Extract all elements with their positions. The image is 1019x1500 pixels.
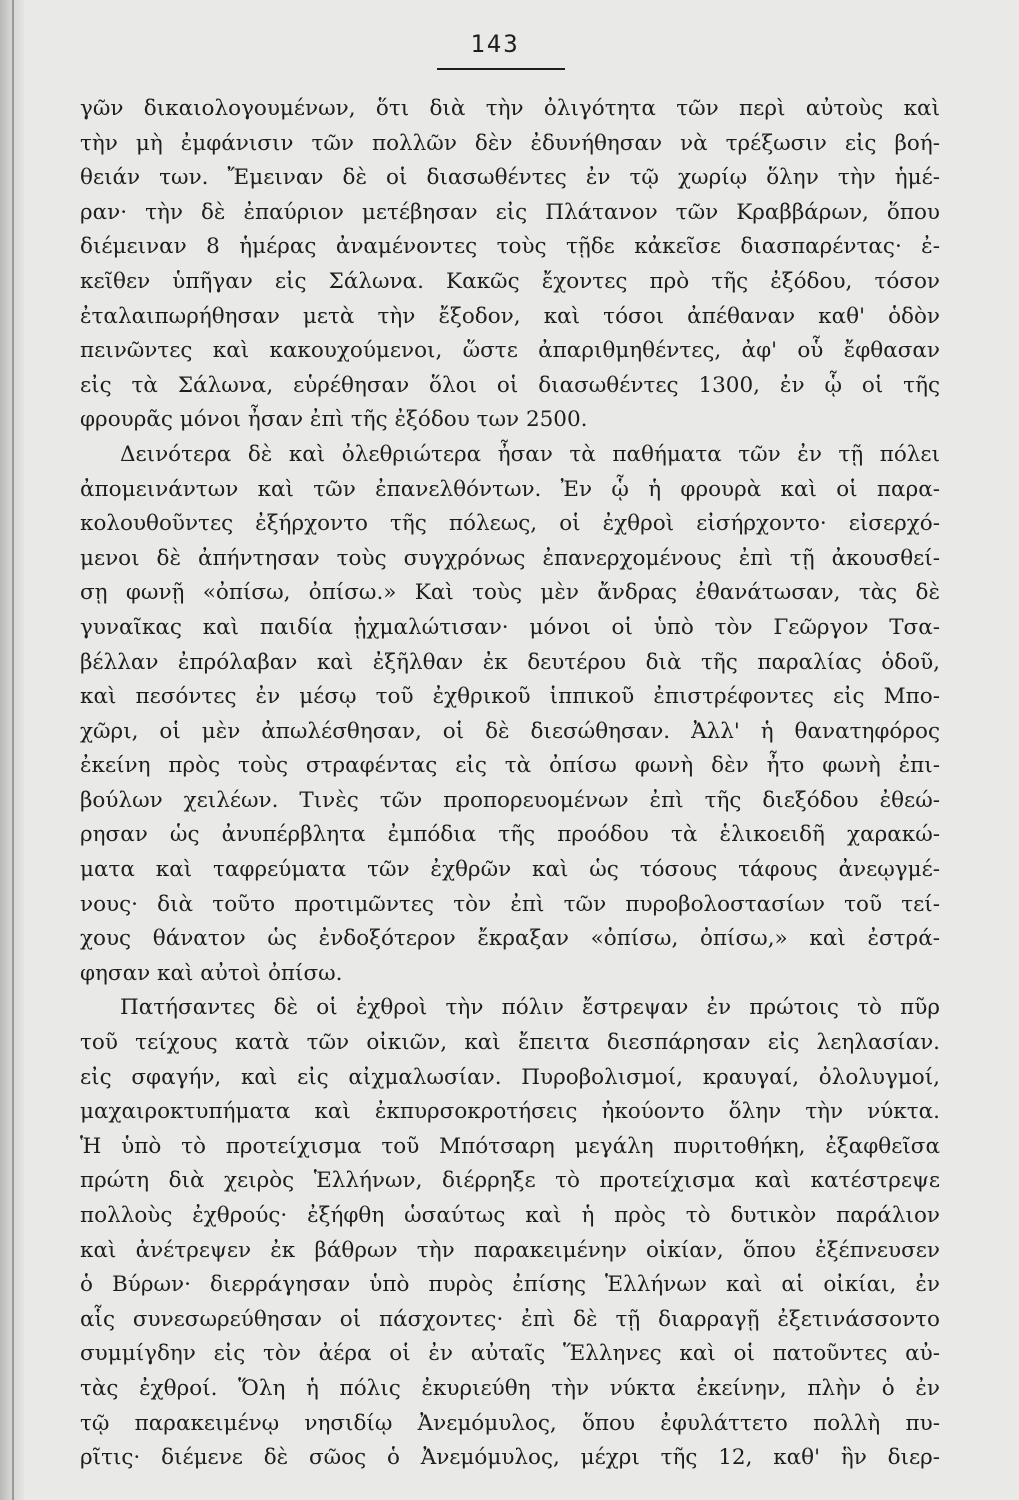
text-line: μενοι δὲ ἀπήντησαν τοὺς συγχρόνως ἐπανερχομένους ἐπὶ τῇ ἀκουσθεί- [80, 545, 940, 571]
binding-edge [12, 0, 14, 1500]
text-line: πολλοὺς ἐχθρούς· ἐξήφθη ὡσαύτως καὶ ἡ πρὸς τὸ δυτικὸν παράλιον [80, 1203, 940, 1228]
text-line: ματα καὶ ταφρεύματα τῶν ἐχθρῶν καὶ ὡς τόσους τάφους ἀνεῳγμέ- [80, 857, 940, 883]
text-line: διέμειναν 8 ἡμέρας ἀναμένοντες τοὺς τῇδε κἀκεῖσε διασπαρέντας· ἐ- [80, 234, 940, 260]
text-line: πεινῶντες καὶ κακουχούμενοι, ὥστε ἀπαριθμηθέντες, ἀφ' οὗ ἔφθασαν [80, 338, 940, 364]
text-line: τῷ παρακειμένῳ νησιδίῳ Ἀνεμόμυλος, ὅπου ἐφυλάττετο πολλὴ πυ- [80, 1410, 940, 1436]
header-rule [437, 68, 565, 70]
text-line: γῶν δικαιολογουμένων, ὅτι διὰ τὴν ὀλιγότητα τῶν περὶ αὐτοὺς καὶ [80, 96, 940, 121]
text-line: τὴν μὴ ἐμφάνισιν τῶν πολλῶν δὲν ἐδυνήθησαν νὰ τρέξωσιν εἰς βοή- [80, 130, 940, 156]
text-line: πρώτη διὰ χειρὸς Ἑλλήνων, διέρρηξε τὸ προτείχισμα καὶ κατέστρεψε [80, 1168, 940, 1194]
text-line: Ἡ ὑπὸ τὸ προτείχισμα τοῦ Μπότσαρη μεγάλη πυριτοθήκη, ἐξαφθεῖσα [80, 1133, 940, 1159]
text-line: ἐκείνη πρὸς τοὺς στραφέντας εἰς τὰ ὀπίσω φωνὴ δὲν ἦτο φωνὴ ἐπι- [80, 753, 940, 779]
text-line: φρουρᾶς μόνοι ἦσαν ἐπὶ τῆς ἐξόδου των 2500. [80, 407, 588, 433]
text-line: εἰς σφαγήν, καὶ εἰς αἰχμαλωσίαν. Πυροβολισμοί, κραυγαί, ὀλολυγμοί, [80, 1064, 940, 1090]
text-line: χους θάνατον ὡς ἐνδοξότερον ἔκραξαν «ὀπίσω, ὀπίσω,» καὶ ἐστρά- [80, 926, 940, 952]
text-line: ὁ Βύρων· διερράγησαν ὑπὸ πυρὸς ἐπίσης Ἑλλήνων καὶ αἱ οἰκίαι, ἐν [80, 1272, 940, 1298]
text-line: καὶ πεσόντες ἐν μέσῳ τοῦ ἐχθρικοῦ ἱππικοῦ ἐπιστρέφοντες εἰς Μπο- [80, 684, 940, 710]
body-text [80, 92, 940, 1476]
text-line: θειάν των. Ἔμειναν δὲ οἱ διασωθέντες ἐν τῷ χωρίῳ ὅλην τὴν ἡμέ- [80, 165, 940, 191]
text-line: σῃ φωνῇ «ὀπίσω, ὀπίσω.» Καὶ τοὺς μὲν ἄνδρας ἐθανάτωσαν, τὰς δὲ [80, 580, 940, 606]
text-line: κεῖθεν ὑπῆγαν εἰς Σάλωνα. Κακῶς ἔχοντες πρὸ τῆς ἐξόδου, τόσον [80, 268, 940, 294]
text-line: αἷς συνεσωρεύθησαν οἱ πάσχοντες· ἐπὶ δὲ τῇ διαρραγῇ ἐξετινάσσοντο [80, 1306, 940, 1332]
text-line: ἀπομεινάντων καὶ τῶν ἐπανελθόντων. Ἐν ᾧ ἡ φρουρὰ καὶ οἱ παρα- [80, 476, 940, 502]
text-line: νους· διὰ τοῦτο προτιμῶντες τὸν ἐπὶ τῶν πυροβολοστασίων τοῦ τεί- [80, 891, 940, 917]
text-line: χῶρι, οἱ μὲν ἀπωλέσθησαν, οἱ δὲ διεσώθησαν. Ἀλλ' ἡ θανατηφόρος [80, 718, 940, 744]
text-line: ρησαν ὡς ἀνυπέρβλητα ἐμπόδια τῆς προόδου τὰ ἑλικοειδῆ χαρακώ- [80, 822, 940, 848]
text-line: τὰς ἐχθροί. Ὅλη ἡ πόλις ἐκυριεύθη τὴν νύκτα ἐκείνην, πλὴν ὁ ἐν [80, 1375, 940, 1401]
page-number: 143 [470, 30, 520, 58]
text-line: κολουθοῦντες ἐξήρχοντο τῆς πόλεως, οἱ ἐχθροὶ εἰσήρχοντο· εἰσερχό- [80, 511, 940, 537]
text-line: ραν· τὴν δὲ ἐπαύριον μετέβησαν εἰς Πλάτανον τῶν Κραββάρων, ὅπου [80, 199, 940, 225]
text-line: βέλλαν ἐπρόλαβαν καὶ ἐξῆλθαν ἐκ δευτέρου διὰ τῆς παραλίας ὁδοῦ, [80, 649, 940, 675]
text-line: εἰς τὰ Σάλωνα, εὑρέθησαν ὅλοι οἱ διασωθέντες 1300, ἐν ᾧ οἱ τῆς [80, 372, 940, 398]
text-line: συμμίγδην εἰς τὸν ἀέρα οἱ ἐν αὐταῖς Ἕλληνες καὶ οἱ πατοῦντες αὐ- [80, 1341, 940, 1367]
text-line: Δεινότερα δὲ καὶ ὀλεθριώτερα ἦσαν τὰ παθήματα τῶν ἐν τῇ πόλει [120, 441, 940, 467]
text-line: γυναῖκας καὶ παιδία ᾐχμαλώτισαν· μόνοι οἱ ὑπὸ τὸν Γεῶργον Τσα- [80, 614, 940, 640]
text-line: ἐταλαιπωρήθησαν μετὰ τὴν ἔξοδον, καὶ τόσοι ἀπέθαναν καθ' ὁδὸν [80, 303, 940, 329]
text-line: ρῖτις· διέμενε δὲ σῶος ὁ Ἀνεμόμυλος, μέχρι τῆς 12, καθ' ἣν διερ- [80, 1445, 940, 1471]
text-line: μαχαιροκτυπήματα καὶ ἐκπυρσοκροτήσεις ἠκούοντο ὅλην τὴν νύκτα. [80, 1099, 940, 1125]
text-line: καὶ ἀνέτρεψεν ἐκ βάθρων τὴν παρακειμένην οἰκίαν, ὅπου ἐξέπνευσεν [80, 1237, 940, 1263]
text-line: βούλων χειλέων. Τινὲς τῶν προπορευομένων ἐπὶ τῆς διεξόδου ἐθεώ- [80, 787, 940, 813]
text-line: φησαν καὶ αὐτοὶ ὀπίσω. [80, 960, 343, 986]
text-line: τοῦ τείχους κατὰ τῶν οἰκιῶν, καὶ ἔπειτα διεσπάρησαν εἰς λεηλασίαν. [80, 1030, 940, 1056]
text-line: Πατήσαντες δὲ οἱ ἐχθροὶ τὴν πόλιν ἔστρεψαν ἐν πρώτοις τὸ πῦρ [120, 995, 940, 1021]
